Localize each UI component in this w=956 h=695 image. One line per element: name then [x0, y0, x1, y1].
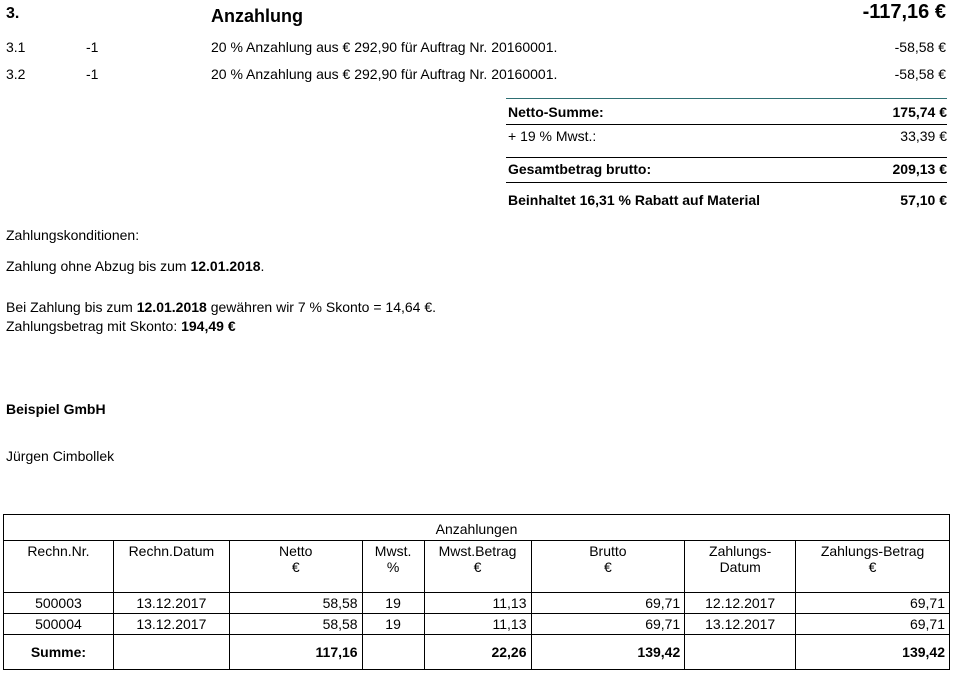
table-cell: 13.12.2017 — [113, 593, 229, 614]
table-cell: 58,58 — [229, 593, 362, 614]
position-quantity: -1 — [86, 39, 99, 55]
sum-netto: 117,16 — [229, 635, 362, 670]
column-header: Rechn.Datum — [113, 541, 229, 593]
section-number: 3. — [6, 5, 20, 22]
payment-line-1 — [6, 258, 264, 274]
brutto-block — [506, 157, 947, 181]
brutto-label: Gesamtbetrag brutto: — [508, 161, 652, 177]
payment-text: Zahlungsbetrag mit Skonto: — [6, 318, 182, 334]
totals-divider — [506, 124, 947, 125]
table-cell — [685, 635, 796, 670]
table-cell: 500004 — [4, 614, 114, 635]
table-cell: 69,71 — [796, 593, 950, 614]
rabatt-block — [506, 188, 947, 212]
netto-value: 175,74 € — [892, 104, 947, 120]
table-cell: 58,58 — [229, 614, 362, 635]
skonto-date: 12.01.2018 — [136, 299, 207, 315]
sum-label: Summe: — [4, 635, 114, 670]
rabatt-row — [506, 188, 947, 212]
table-row — [4, 614, 950, 635]
table-title: Anzahlungen — [4, 515, 950, 541]
column-header: Brutto € — [531, 541, 685, 593]
section-amount: -117,16 € — [862, 1, 946, 23]
netto-label: Netto-Summe: — [508, 104, 604, 120]
section-title: Anzahlung — [211, 6, 303, 26]
table-cell: 11,13 — [424, 593, 531, 614]
table-sum-row — [4, 635, 950, 670]
payment-line-2 — [6, 299, 436, 315]
payment-line-3 — [6, 318, 236, 334]
position-row — [0, 66, 956, 86]
payment-text: Bei Zahlung bis zum — [6, 299, 137, 315]
column-header: Zahlungs-Betrag € — [796, 541, 950, 593]
position-quantity: -1 — [86, 66, 99, 82]
payment-heading: Zahlungskonditionen: — [6, 227, 140, 243]
table-cell: 69,71 — [531, 614, 685, 635]
payment-text: gewähren wir 7 % Skonto = 14,64 €. — [206, 299, 437, 315]
table-cell: 500003 — [4, 593, 114, 614]
table-title-row — [4, 515, 950, 541]
netto-row — [506, 100, 947, 124]
person-name: Jürgen Cimbollek — [6, 448, 115, 464]
table-cell: 13.12.2017 — [113, 614, 229, 635]
rabatt-value: 57,10 € — [900, 192, 947, 208]
position-number: 3.2 — [6, 66, 26, 82]
position-number: 3.1 — [6, 39, 26, 55]
sum-mwst: 22,26 — [424, 635, 531, 670]
table-cell: 13.12.2017 — [685, 614, 796, 635]
table-cell — [113, 635, 229, 670]
position-amount: -58,58 € — [894, 39, 946, 55]
brutto-value: 209,13 € — [892, 161, 947, 177]
column-header: Rechn.Nr. — [4, 541, 114, 593]
table-cell: 69,71 — [531, 593, 685, 614]
sum-brutto: 139,42 — [531, 635, 685, 670]
table-cell: 19 — [362, 614, 424, 635]
sum-payment: 139,42 — [796, 635, 950, 670]
column-header: Zahlungs- Datum — [685, 541, 796, 593]
table-row — [4, 593, 950, 614]
payment-text: . — [260, 258, 265, 274]
skonto-amount: 194,49 € — [181, 318, 236, 334]
totals-top-divider — [506, 98, 947, 99]
mwst-label: + 19 % Mwst.: — [508, 128, 597, 144]
position-description: 20 % Anzahlung aus € 292,90 für Auftrag Nr. 20160001. — [211, 39, 558, 55]
table-cell: 69,71 — [796, 614, 950, 635]
anzahlungen-table — [3, 514, 950, 670]
table-cell: 12.12.2017 — [685, 593, 796, 614]
mwst-row — [506, 124, 947, 148]
rabatt-label: Beinhaltet 16,31 % Rabatt auf Material — [508, 192, 761, 208]
payment-text: Zahlung ohne Abzug bis zum — [6, 258, 191, 274]
position-description: 20 % Anzahlung aus € 292,90 für Auftrag Nr. 20160001. — [211, 66, 558, 82]
mwst-value: 33,39 € — [900, 128, 947, 144]
table-cell: 19 — [362, 593, 424, 614]
payment-date: 12.01.2018 — [190, 258, 261, 274]
position-row — [0, 39, 956, 59]
company-name: Beispiel GmbH — [6, 401, 106, 417]
column-header: Mwst.Betrag € — [424, 541, 531, 593]
totals-divider — [506, 182, 947, 183]
brutto-row — [506, 157, 947, 181]
table-cell: 11,13 — [424, 614, 531, 635]
table-cell — [362, 635, 424, 670]
column-header: Netto € — [229, 541, 362, 593]
column-header: Mwst. % — [362, 541, 424, 593]
table-header-row — [4, 541, 950, 593]
position-amount: -58,58 € — [894, 66, 946, 82]
